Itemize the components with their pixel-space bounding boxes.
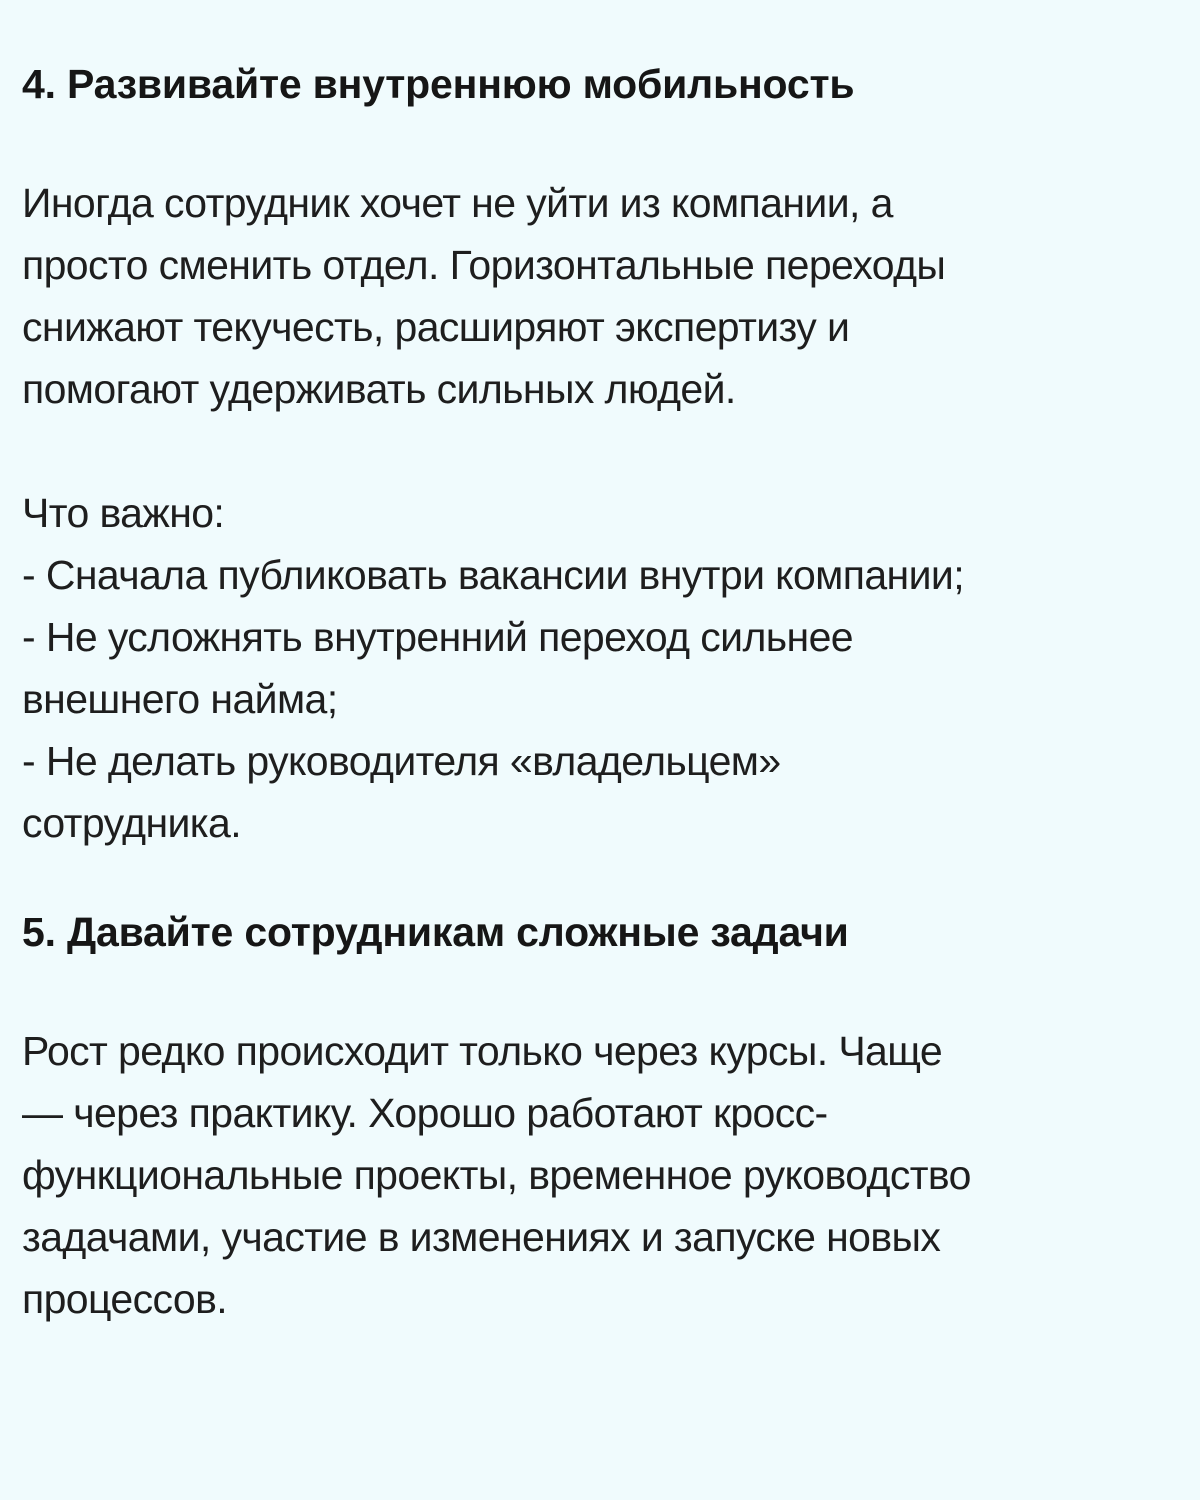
section-5-title: 5. Давайте сотрудникам сложные задачи — [22, 909, 849, 955]
list-item-line: внешнего найма; — [22, 676, 338, 722]
intro-line: Иногда сотрудник хочет не уйти из компании, а — [22, 180, 893, 226]
important-list — [22, 544, 1160, 854]
list-item-line: - Не усложнять внутренний переход сильнее — [22, 614, 853, 660]
body-line: процессов. — [22, 1276, 228, 1322]
list-item-line: сотрудника. — [22, 800, 242, 846]
spacer — [22, 958, 1160, 1020]
section-4-intro — [22, 172, 1160, 420]
list-item-line: - Сначала публиковать вакансии внутри компании; — [22, 552, 964, 598]
spacer — [22, 110, 1160, 172]
spacer — [22, 420, 1160, 482]
section-5-body — [22, 1020, 1160, 1330]
body-line: задачами, участие в изменениях и запуске новых — [22, 1214, 941, 1260]
spacer — [22, 854, 1160, 906]
list-item — [22, 730, 1160, 854]
body-line: — через практику. Хорошо работают кросс- — [22, 1090, 828, 1136]
list-item-line: - Не делать руководителя «владельцем» — [22, 738, 781, 784]
intro-line: просто сменить отдел. Горизонтальные переходы — [22, 242, 946, 288]
intro-line: помогают удерживать сильных людей. — [22, 366, 736, 412]
body-line: функциональные проекты, временное руководство — [22, 1152, 971, 1198]
important-label: Что важно: — [22, 490, 225, 536]
list-item — [22, 544, 1160, 606]
section-4-title: 4. Развивайте внутреннюю мобильность — [22, 61, 855, 107]
list-item — [22, 606, 1160, 730]
body-line: Рост редко происходит только через курсы. Чаще — [22, 1028, 943, 1074]
intro-line: снижают текучесть, расширяют экспертизу и — [22, 304, 850, 350]
